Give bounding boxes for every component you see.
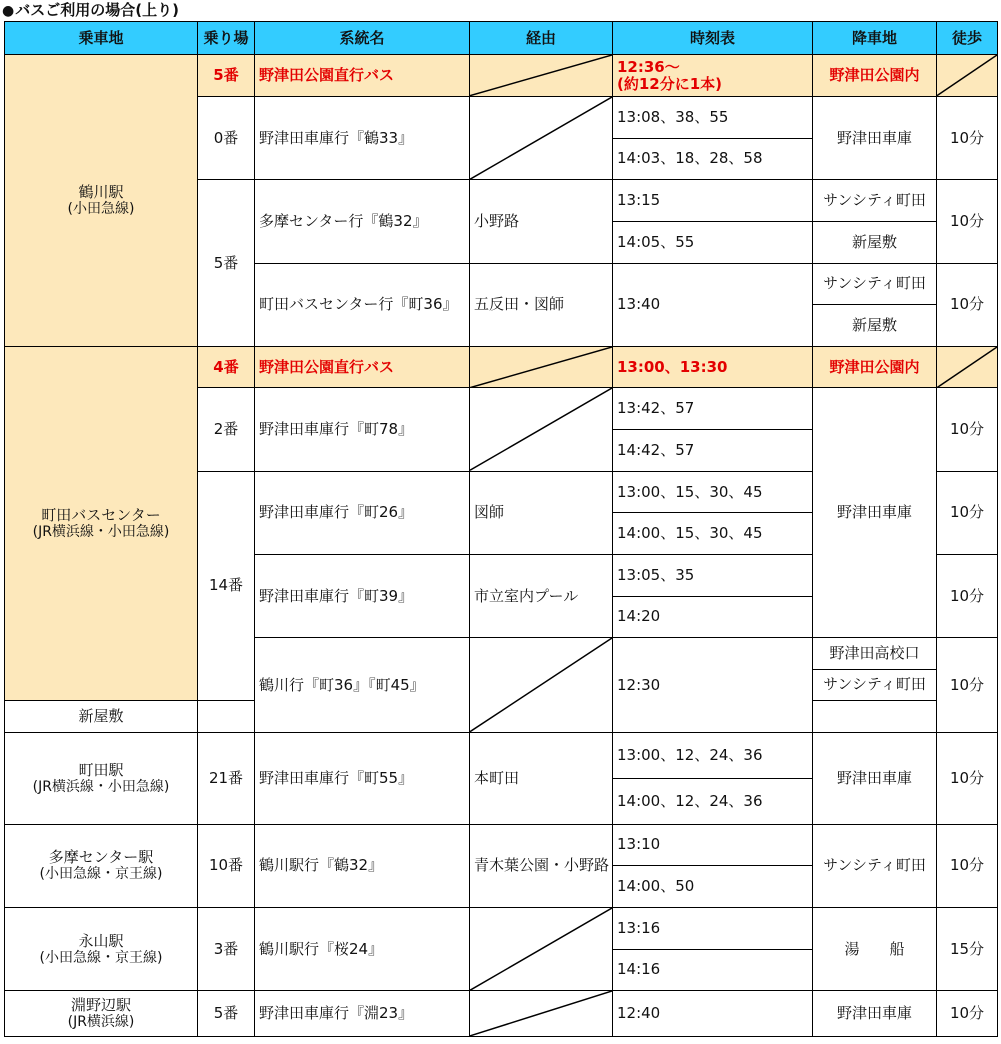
route-cell: 町田バスセンター行『町36』 <box>255 263 470 346</box>
time-cell: 13:08、38、55 <box>613 96 813 138</box>
via-cell: 青木葉公園・小野路 <box>470 824 613 907</box>
time-cell: 14:42、57 <box>613 430 813 472</box>
diagonal-slash-icon <box>470 908 612 990</box>
time-cell: 14:00、15、30、45 <box>613 513 813 555</box>
station-name: 淵野辺駅 <box>70 996 131 1015</box>
walk-cell: 10分 <box>937 96 998 179</box>
time-cell: 14:16 <box>613 949 813 991</box>
diagonal-slash-icon <box>937 55 997 96</box>
walk-cell: 10分 <box>937 471 998 554</box>
table-row <box>5 346 998 388</box>
station-name: 永山駅 <box>78 931 124 950</box>
via-cell: 本町田 <box>470 732 613 824</box>
bus-timetable <box>4 21 998 1037</box>
time-cell: 13:05、35 <box>613 555 813 597</box>
walk-cell: 10分 <box>937 824 998 907</box>
walk-cell: 10分 <box>937 732 998 824</box>
bullet-icon: ● <box>2 3 15 19</box>
route-cell: 鶴川駅行『鶴32』 <box>255 824 470 907</box>
alight-cell: 野津田車庫 <box>813 388 937 638</box>
station-line: (小田急線・京王線) <box>39 949 163 966</box>
time-cell: 13:00、15、30、45 <box>613 471 813 513</box>
alight-cell: サンシティ町田 <box>813 180 937 222</box>
platform-cell: 3番 <box>198 907 255 990</box>
col-header-platform: 乗り場 <box>198 22 255 55</box>
time-cell: 14:00、12、24、36 <box>613 778 813 824</box>
alight-cell: サンシティ町田 <box>813 824 937 907</box>
via-cell: 市立室内プール <box>470 555 613 638</box>
empty-via-cell <box>470 638 613 733</box>
diagonal-slash-icon <box>937 347 997 388</box>
station-cell <box>5 346 198 700</box>
time-cell: 14:00、50 <box>613 866 813 908</box>
table-row <box>5 824 998 866</box>
via-cell: 小野路 <box>470 180 613 263</box>
via-cell: 五反田・図師 <box>470 263 613 346</box>
alight-cell: 新屋敷 <box>813 221 937 263</box>
empty-via-cell <box>470 346 613 388</box>
route-cell: 鶴川行『町36』『町45』 <box>255 638 470 733</box>
time-cell: 14:20 <box>613 596 813 638</box>
platform-cell: 5番 <box>198 55 255 97</box>
col-header-walk: 徒歩 <box>937 22 998 55</box>
col-header-boarding: 乗車地 <box>5 22 198 55</box>
platform-cell: 21番 <box>198 732 255 824</box>
alight-cell: 野津田車庫 <box>813 732 937 824</box>
station-line: (JR横浜線) <box>67 1014 135 1031</box>
station-line: (JR横浜線・小田急線) <box>32 523 170 540</box>
col-header-route: 系統名 <box>255 22 470 55</box>
time-cell: 14:03、18、28、58 <box>613 138 813 180</box>
time-cell: 12:40 <box>613 991 813 1037</box>
route-cell: 野津田車庫行『町78』 <box>255 388 470 471</box>
walk-cell: 10分 <box>937 388 998 471</box>
diagonal-slash-icon <box>470 388 612 470</box>
table-row <box>5 55 998 97</box>
header-row <box>5 22 998 55</box>
alight-cell: サンシティ町田 <box>813 263 937 305</box>
diagonal-slash-icon <box>470 638 612 732</box>
time-cell: 13:10 <box>613 824 813 866</box>
station-cell <box>5 55 198 346</box>
route-cell: 野津田車庫行『町55』 <box>255 732 470 824</box>
alight-cell: 新屋敷 <box>5 700 198 732</box>
time-cell: 14:05、55 <box>613 221 813 263</box>
walk-cell: 10分 <box>937 263 998 346</box>
platform-cell: 0番 <box>198 96 255 179</box>
alight-cell: 野津田車庫 <box>813 96 937 179</box>
empty-via-cell <box>470 907 613 990</box>
time-cell: 13:42、57 <box>613 388 813 430</box>
platform-cell: 14番 <box>198 471 255 700</box>
platform-cell: 2番 <box>198 388 255 471</box>
alight-cell: 野津田車庫 <box>813 991 937 1037</box>
alight-cell: サンシティ町田 <box>813 669 937 700</box>
platform-cell: 5番 <box>198 180 255 347</box>
via-cell: 図師 <box>470 471 613 554</box>
alight-cell: 野津田公園内 <box>813 55 937 97</box>
station-name: 鶴川駅 <box>78 183 124 202</box>
col-header-times: 時刻表 <box>613 22 813 55</box>
col-header-via: 経由 <box>470 22 613 55</box>
empty-walk-cell <box>937 346 998 388</box>
page-title-text: バスご利用の場合(上り) <box>15 1 179 19</box>
diagonal-slash-icon <box>470 991 612 1036</box>
station-cell <box>5 991 198 1037</box>
empty-walk-cell <box>937 55 998 97</box>
route-cell: 野津田公園直行バス <box>255 55 470 97</box>
station-cell <box>5 732 198 824</box>
station-cell <box>5 907 198 990</box>
diagonal-slash-icon <box>470 55 612 96</box>
table-row <box>5 732 998 778</box>
walk-cell: 10分 <box>937 638 998 733</box>
time-cell: 13:15 <box>613 180 813 222</box>
table-row <box>5 991 998 1037</box>
station-line: (JR横浜線・小田急線) <box>32 778 170 795</box>
station-cell <box>5 824 198 907</box>
alight-cell: 新屋敷 <box>813 305 937 347</box>
station-line: (小田急線・京王線) <box>39 866 163 883</box>
alight-cell: 野津田高校口 <box>813 638 937 669</box>
platform-cell: 5番 <box>198 991 255 1037</box>
route-cell: 多摩センター行『鶴32』 <box>255 180 470 263</box>
time-cell: 13:00、12、24、36 <box>613 732 813 778</box>
station-line: (小田急線) <box>67 201 135 218</box>
route-cell: 野津田車庫行『淵23』 <box>255 991 470 1037</box>
alight-cell: 野津田公園内 <box>813 346 937 388</box>
empty-via-cell <box>470 55 613 97</box>
page-title <box>2 0 179 20</box>
empty-via-cell <box>470 991 613 1037</box>
platform-cell: 4番 <box>198 346 255 388</box>
table-row <box>5 907 998 949</box>
alight-cell: 湯 船 <box>813 907 937 990</box>
platform-cell: 10番 <box>198 824 255 907</box>
time-cell: 12:30 <box>613 638 813 733</box>
time-cell: 13:16 <box>613 907 813 949</box>
walk-cell: 10分 <box>937 991 998 1037</box>
time-cell: 13:40 <box>613 263 813 346</box>
walk-cell: 10分 <box>937 555 998 638</box>
diagonal-slash-icon <box>470 97 612 179</box>
route-cell: 鶴川駅行『桜24』 <box>255 907 470 990</box>
station-name: 町田バスセンター <box>41 505 161 524</box>
time-note: (約12分に1本) <box>617 74 723 93</box>
route-cell: 野津田車庫行『町39』 <box>255 555 470 638</box>
col-header-alight: 降車地 <box>813 22 937 55</box>
time-cell <box>613 55 813 97</box>
time-text: 12:36〜 <box>617 57 680 76</box>
station-name: 町田駅 <box>78 760 124 779</box>
walk-cell: 15分 <box>937 907 998 990</box>
diagonal-slash-icon <box>470 347 612 388</box>
route-cell: 野津田車庫行『鶴33』 <box>255 96 470 179</box>
station-name: 多摩センター駅 <box>48 848 154 867</box>
time-cell: 13:00、13:30 <box>613 346 813 388</box>
walk-cell: 10分 <box>937 180 998 263</box>
empty-via-cell <box>470 96 613 179</box>
empty-via-cell <box>470 388 613 471</box>
route-cell: 野津田公園直行バス <box>255 346 470 388</box>
route-cell: 野津田車庫行『町26』 <box>255 471 470 554</box>
